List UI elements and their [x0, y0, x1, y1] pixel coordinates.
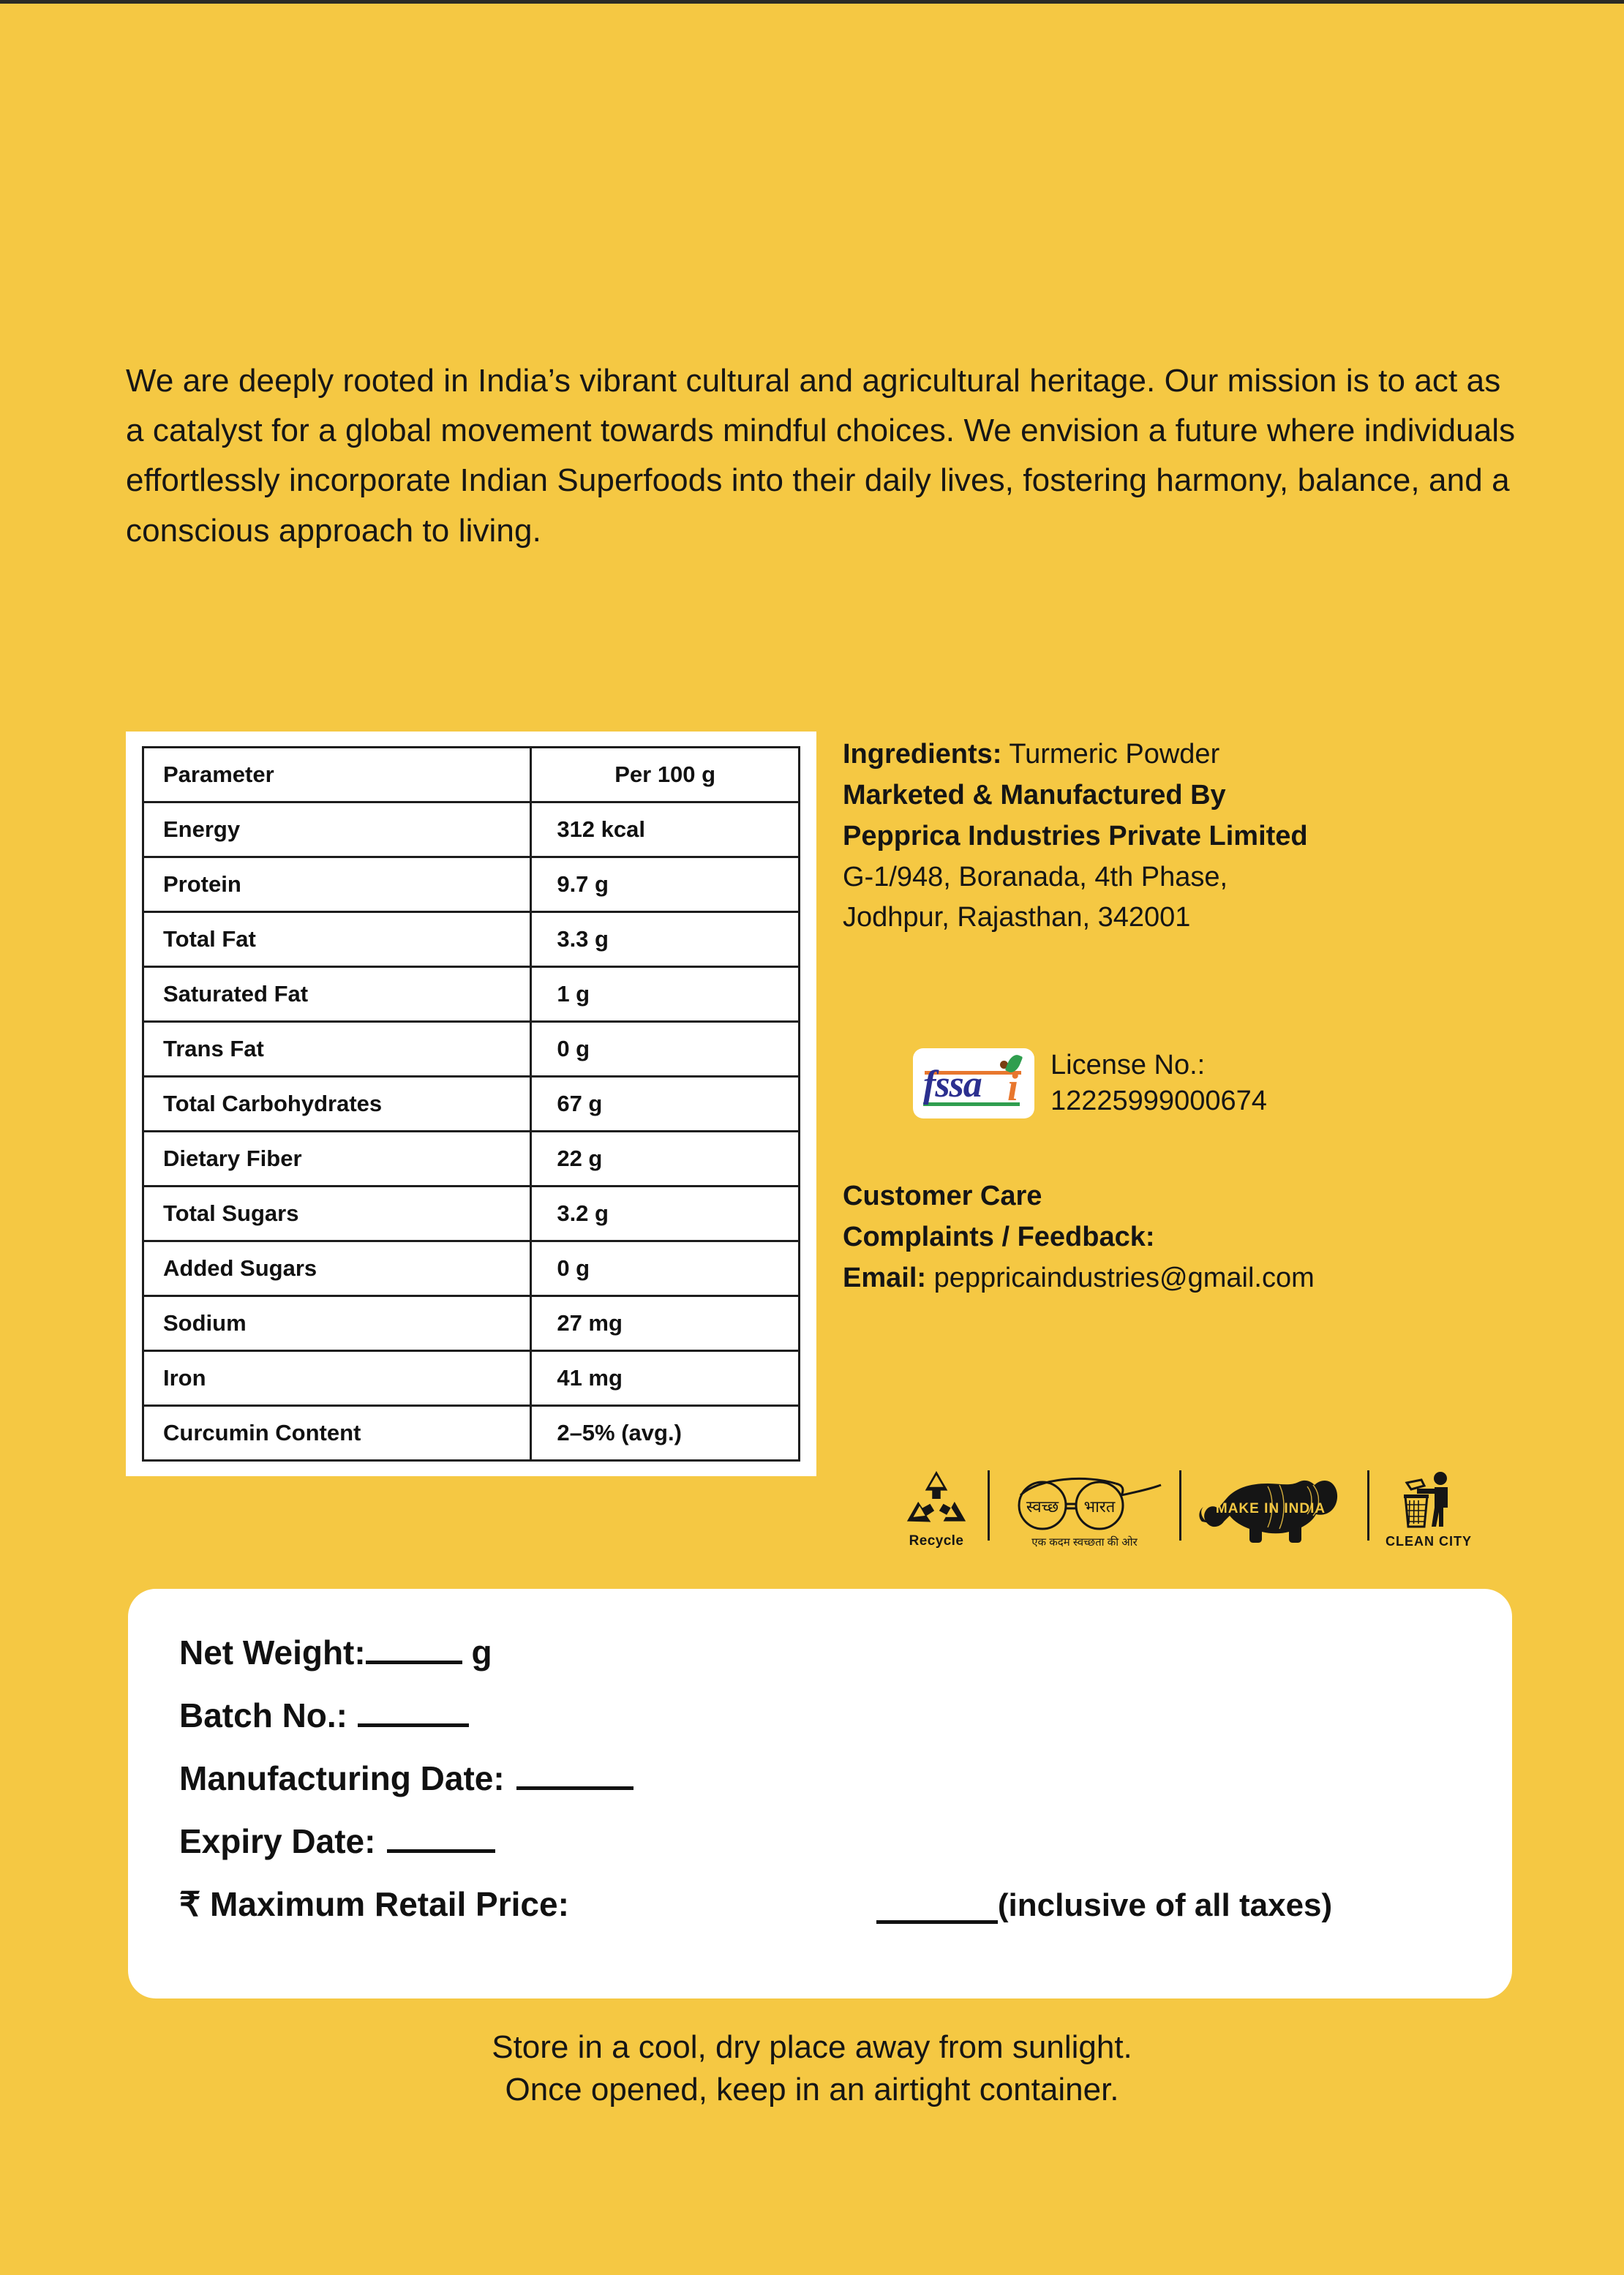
nutrient-value: 41 mg: [531, 1351, 800, 1406]
nutrient-name: Added Sugars: [143, 1241, 531, 1296]
table-row: [143, 1132, 800, 1187]
nutrient-value: 1 g: [531, 967, 800, 1022]
recycle-badge: [901, 1462, 971, 1549]
nutrient-name: Energy: [143, 802, 531, 857]
nutrient-name: Trans Fat: [143, 1022, 531, 1077]
table-row: [143, 1187, 800, 1241]
nutrition-panel: [126, 732, 816, 1476]
icon-divider-2: [1179, 1470, 1181, 1541]
fssai-logo-text: fssa: [923, 1063, 982, 1105]
manufacturing-date-blank[interactable]: [516, 1786, 634, 1790]
expiry-date-blank[interactable]: [387, 1849, 495, 1853]
certification-icon-strip: [901, 1462, 1494, 1549]
net-weight-unit: g: [471, 1633, 492, 1672]
license-number: 12225999000674: [1050, 1085, 1267, 1116]
top-edge-band: [0, 0, 1624, 4]
batch-no-label: Batch No.:: [179, 1696, 347, 1734]
mrp-label: ₹ Maximum Retail Price:: [179, 1885, 569, 1923]
table-header-row: [143, 748, 800, 802]
nutrient-value: 67 g: [531, 1077, 800, 1132]
nutrient-name: Total Fat: [143, 912, 531, 967]
nutrient-name: Dietary Fiber: [143, 1132, 531, 1187]
ingredients-label: Ingredients:: [843, 739, 1002, 770]
storage-line-2: Once opened, keep in an airtight container.: [505, 2072, 1119, 2108]
mrp-blank[interactable]: [876, 1920, 998, 1924]
nutrient-name: Curcumin Content: [143, 1406, 531, 1461]
address-line-2: Jodhpur, Rajasthan, 342001: [843, 902, 1191, 933]
batch-no-blank[interactable]: [358, 1723, 469, 1727]
complaints-feedback-label: Complaints / Feedback:: [843, 1221, 1155, 1252]
recycle-icon: [901, 1468, 971, 1531]
brand-mission-paragraph: We are deeply rooted in India’s vibrant cultural and agricultural heritage. Our mission is to act as a catalyst for a global movement towards mindful choices. We envision a future where individuals effortlessly incorporate Indian Superfoods into their daily lives, fostering harmony, balance, and a conscious approach to living.: [126, 363, 1516, 549]
make-in-india-badge: [1198, 1462, 1351, 1549]
nutrient-value: 22 g: [531, 1132, 800, 1187]
table-row: [143, 802, 800, 857]
column-header-parameter: Parameter: [143, 748, 531, 802]
table-row: [143, 1077, 800, 1132]
nutrient-value: 2–5% (avg.): [531, 1406, 800, 1461]
net-weight-field[interactable]: [179, 1633, 1461, 1672]
nutrient-name: Sodium: [143, 1296, 531, 1351]
manufacturer-label: Marketed & Manufactured By: [843, 779, 1226, 811]
license-label: License No.:: [1050, 1050, 1206, 1080]
batch-no-field[interactable]: [179, 1696, 1461, 1735]
make-in-india-icon: [1198, 1469, 1351, 1549]
manufacturing-date-field[interactable]: [179, 1759, 1461, 1798]
fssai-license: [1050, 1048, 1267, 1118]
nutrient-value: 27 mg: [531, 1296, 800, 1351]
table-row: [143, 1406, 800, 1461]
nutrient-value: 312 kcal: [531, 802, 800, 857]
customer-care-block: [843, 1176, 1545, 1299]
swachh-bharat-icon: [1006, 1470, 1163, 1533]
manufacturing-date-label: Manufacturing Date:: [179, 1759, 505, 1797]
icon-divider-1: [988, 1470, 990, 1541]
company-name: Pepprica Industries Private Limited: [843, 820, 1308, 851]
nutrient-value: 0 g: [531, 1241, 800, 1296]
clean-city-badge: [1386, 1462, 1472, 1549]
column-header-per-100g: Per 100 g: [531, 748, 800, 802]
table-row: [143, 967, 800, 1022]
swachh-bharat-caption: एक कदम स्वच्छता की ओर: [1031, 1536, 1138, 1549]
nutrient-value: 3.2 g: [531, 1187, 800, 1241]
address-line-1: G-1/948, Boranada, 4th Phase,: [843, 861, 1228, 892]
table-row: [143, 1022, 800, 1077]
icon-divider-3: [1367, 1470, 1369, 1541]
table-row: [143, 1351, 800, 1406]
fssai-logo-icon: [913, 1048, 1034, 1118]
nutrient-value: 0 g: [531, 1022, 800, 1077]
mrp-tax-note: (inclusive of all taxes): [997, 1887, 1333, 1923]
swachh-bharat-badge: [1006, 1462, 1163, 1549]
nutrient-name: Total Sugars: [143, 1187, 531, 1241]
net-weight-label: Net Weight:: [179, 1633, 366, 1672]
mrp-field[interactable]: [179, 1884, 1461, 1924]
storage-line-1: Store in a cool, dry place away from sunlight.: [492, 2029, 1132, 2065]
fill-in-details-card: [128, 1589, 1512, 1998]
nutrient-name: Protein: [143, 857, 531, 912]
email-address: peppricaindustries@gmail.com: [933, 1262, 1315, 1293]
expiry-date-label: Expiry Date:: [179, 1822, 376, 1860]
recycle-caption: Recycle: [909, 1533, 964, 1549]
fssai-row: [913, 1048, 1267, 1118]
nutrient-value: 9.7 g: [531, 857, 800, 912]
nutrient-name: Total Carbohydrates: [143, 1077, 531, 1132]
expiry-date-field[interactable]: [179, 1821, 1461, 1861]
product-info-block: [843, 734, 1530, 939]
nutrient-value: 3.3 g: [531, 912, 800, 967]
nutrient-name: Saturated Fat: [143, 967, 531, 1022]
table-row: [143, 912, 800, 967]
fssai-logo-i: i: [1007, 1064, 1018, 1109]
swachh-lens-right-text: भारत: [1083, 1497, 1116, 1516]
nutrition-table: [142, 746, 800, 1462]
customer-care-title: Customer Care: [843, 1181, 1042, 1211]
table-row: [143, 1296, 800, 1351]
make-in-india-text: MAKE IN INDIA: [1215, 1501, 1326, 1516]
net-weight-blank[interactable]: [366, 1661, 462, 1664]
table-row: [143, 857, 800, 912]
clean-city-caption: CLEAN CITY: [1386, 1534, 1472, 1549]
swachh-lens-left-text: स्वच्छ: [1026, 1497, 1059, 1516]
email-label: Email:: [843, 1262, 927, 1293]
ingredients-value: Turmeric Powder: [1009, 739, 1220, 770]
clean-city-icon: [1395, 1470, 1462, 1533]
table-row: [143, 1241, 800, 1296]
storage-instructions: [0, 2026, 1624, 2111]
nutrient-name: Iron: [143, 1351, 531, 1406]
ingredients-line: [843, 734, 1530, 775]
